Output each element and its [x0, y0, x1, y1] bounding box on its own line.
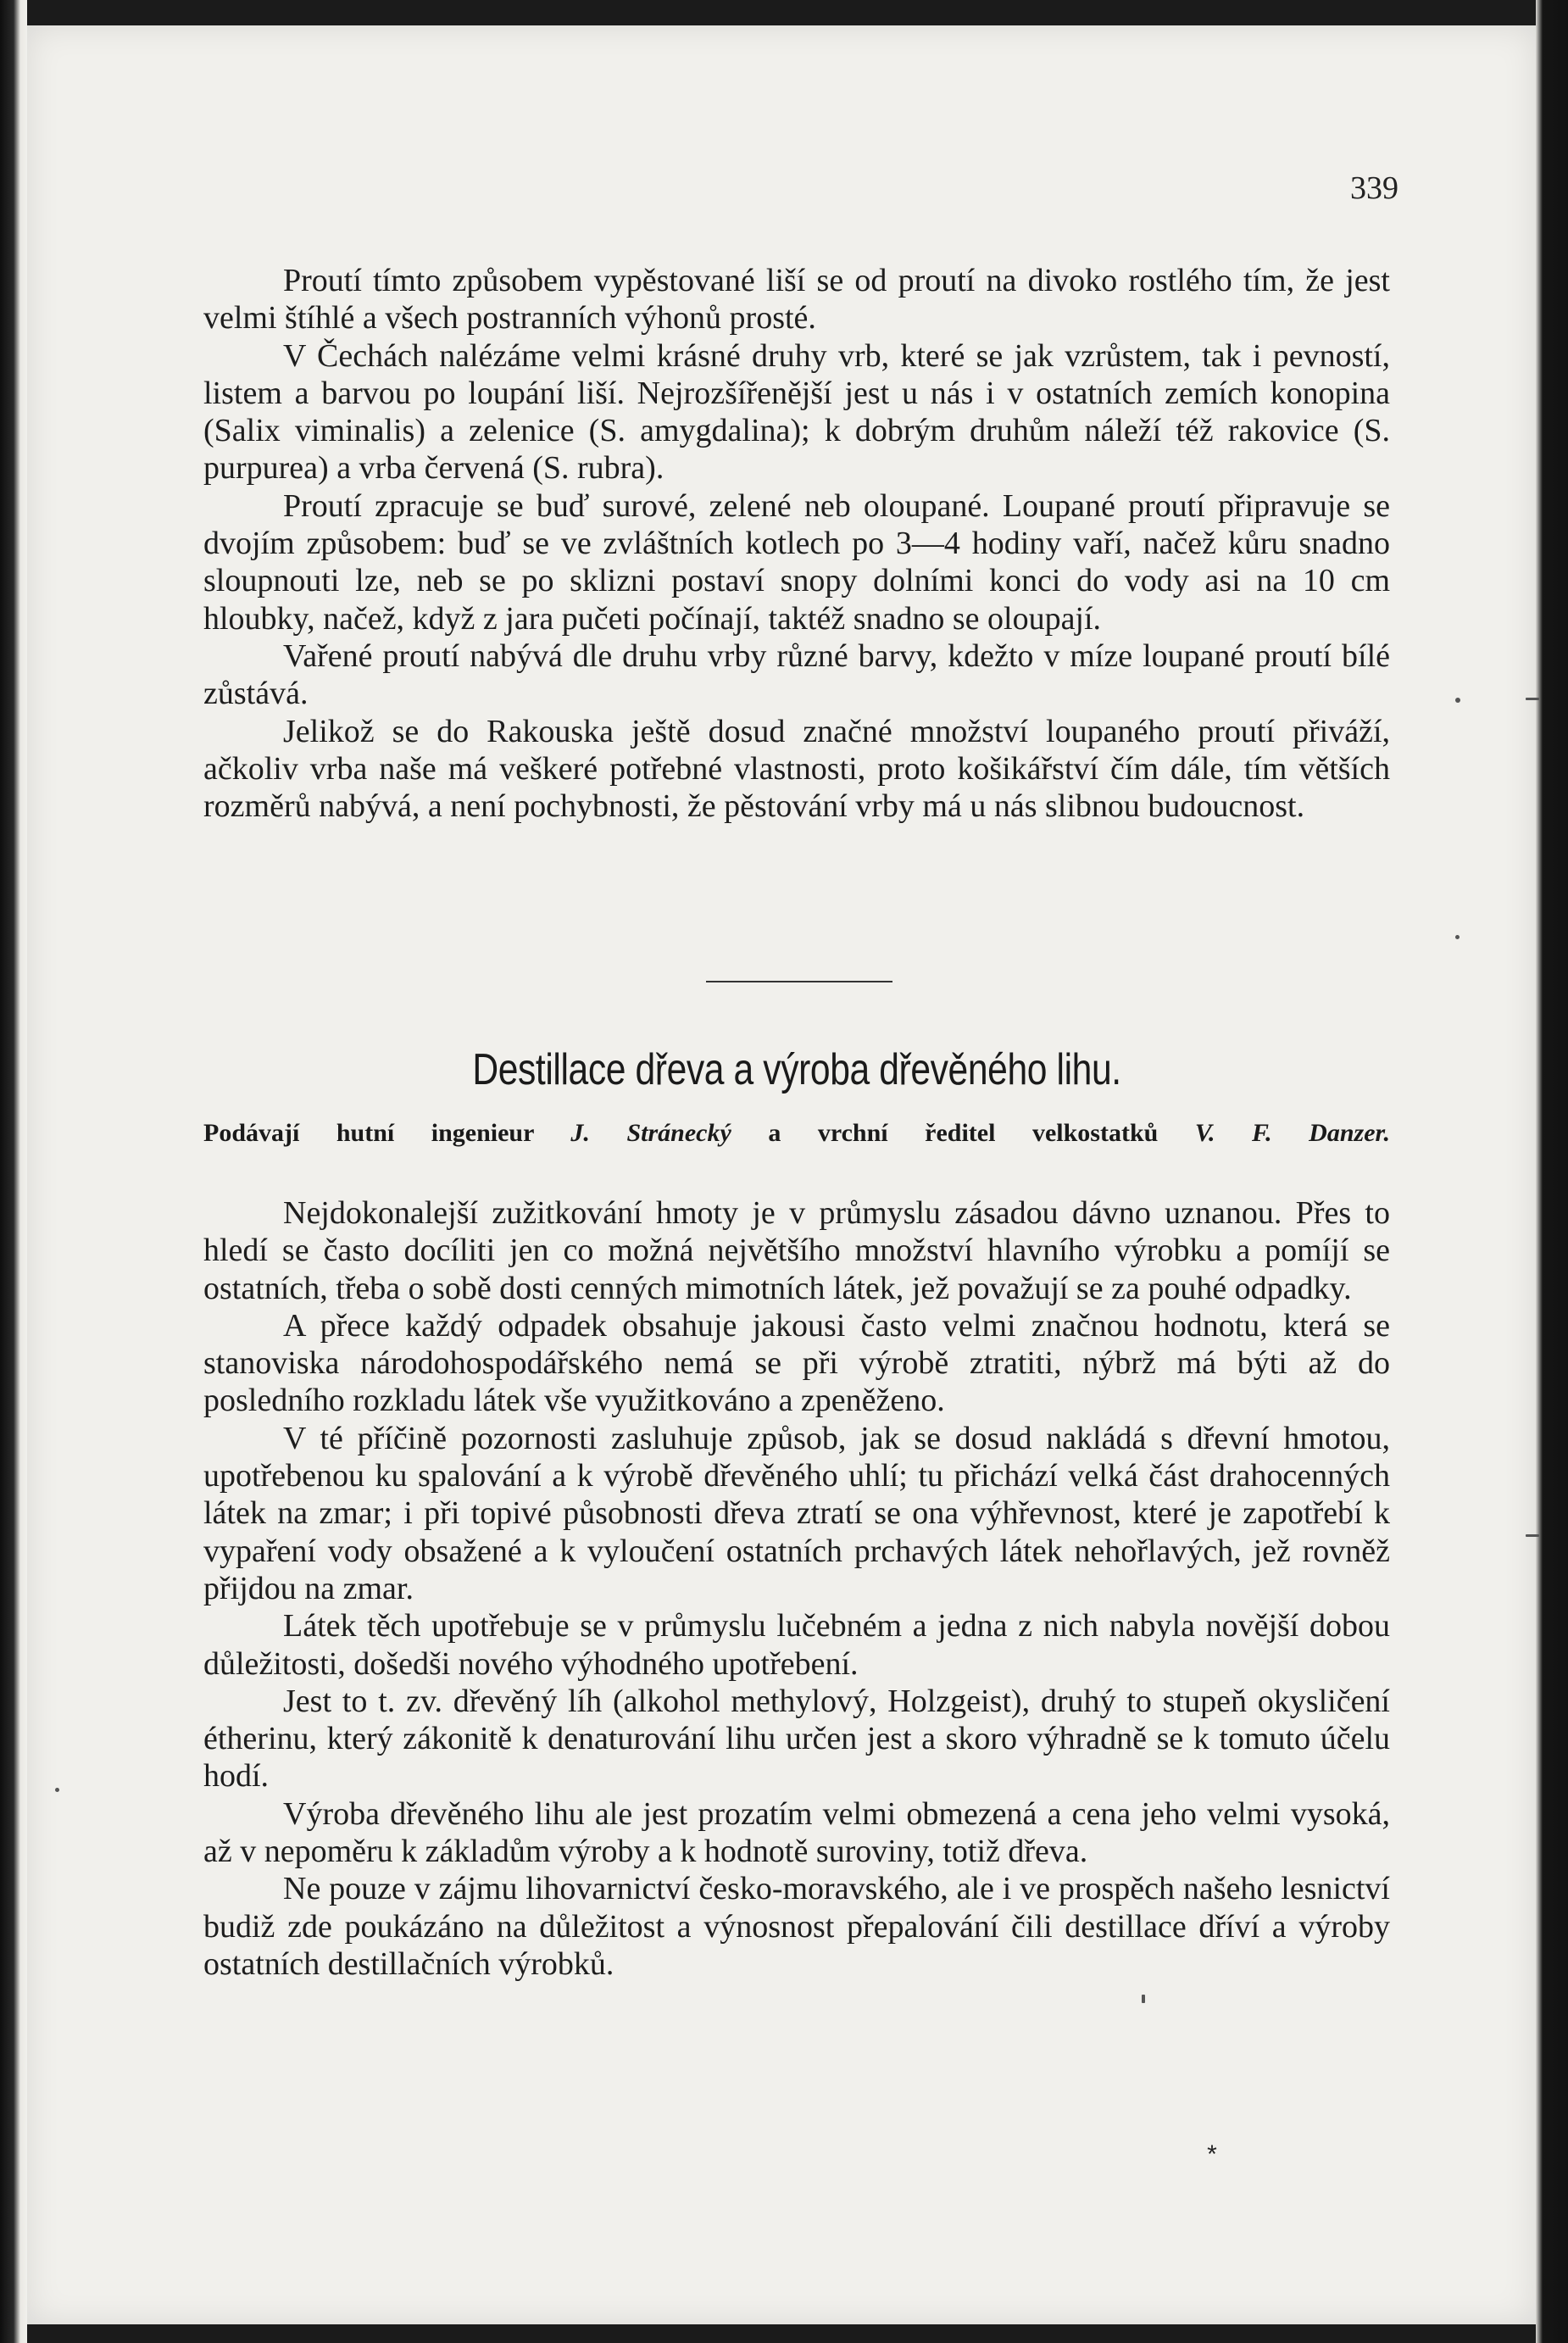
paragraph: Ne pouze v zájmu lihovarnictví česko-moravského, ale i ve prospěch našeho lesnictví budiž zde poukázáno na důležitost a výnosnost přepalování čili destillace dříví a výroby ostatních destillačních výrobků. [203, 1871, 1390, 1982]
scan-right-edge [1536, 0, 1568, 2343]
scan-speck [55, 1788, 59, 1792]
paragraph: V té příčině pozornosti zasluhuje způsob, jak se dosud nakládá s dřevní hmotou, upotřebenou ku spalování a k výrobě dřevěného uhlí; tu přichází velká část drahocenných látek na zmar; i při topivé působnosti dřeva ztratí se ona výhřevnost, které je zapotřebí k vypaření vody obsažené a k vyloučení ostatních prchavých látek nehořlavých, jež rovněž přijdou na zmar. [203, 1420, 1390, 1606]
scan-speck [1455, 698, 1460, 703]
paragraph: Nejdokonalejší zužitkování hmoty je v průmyslu zásadou dávno uznanou. Přes to hledí se často docíliti jen co možná největšího množství hlavního výrobku a pomíjí se ostatních, třeba o sobě dosti cenných mimotních látek, jež považují se za pouhé odpadky. [203, 1195, 1390, 1306]
section-divider [706, 981, 892, 982]
section-willow-text [203, 262, 1390, 825]
paragraph: Proutí zpracuje se buď surové, zelené neb oloupané. Loupané proutí připravuje se dvojím způsobem: buď se ve zvláštních kotlech po 3—4 hodiny vaří, načež kůru snadno sloupnouti lze, neb se po sklizni postaví snopy dolními konci do vody asi na 10 cm hloubky, načež, když z jara pučeti počínají, taktéž snadno se oloupají. [203, 487, 1390, 637]
byline-author-2: V. F. Danzer. [1194, 1119, 1391, 1147]
page-number: 339 [1350, 170, 1398, 206]
paragraph: Vařené proutí nabývá dle druhu vrby různé barvy, kdežto v míze loupané proutí bílé zůstává. [203, 637, 1390, 712]
scan-left-edge [0, 0, 27, 2343]
paragraph: Proutí tímto způsobem vypěstované liší se od proutí na divoko rostlého tím, že jest velmi štíhlé a všech postranních výhonů prosté. [203, 263, 1390, 337]
paragraph: Jelikož se do Rakouska ještě dosud značné množství loupaného proutí přiváží, ačkoliv vrba naše má veškeré potřebné vlastnosti, proto košikářství čím dále, tím větších rozměrů nabývá, a není pochybnosti, že pěstování vrby má u nás slibnou budoucnost. [203, 713, 1390, 825]
scan-speck [1142, 1995, 1145, 2003]
scan-speck [1455, 935, 1460, 939]
paragraph: A přece každý odpadek obsahuje jakousi často velmi značnou hodnotu, která se stanoviska národohospodářského nemá se při výrobě ztratiti, nýbrž má býti až do posledního rozkladu látek vše využitkováno a zpeněženo. [203, 1307, 1390, 1419]
byline-middle: a vrchní ředitel velkostatků [768, 1119, 1159, 1147]
scan-speck [1526, 698, 1539, 700]
byline-prefix: Podávají hutní ingenieur [203, 1119, 534, 1147]
paragraph: Jest to t. zv. dřevěný líh (alkohol methylový, Holzgeist), druhý to stupeň okysličení étherinu, který zákonitě k denaturování lihu určen jest a skoro výhradně se k tomuto účelu hodí. [203, 1683, 1390, 1795]
footer-mark: * [1207, 2140, 1217, 2168]
article-byline [203, 1119, 1390, 1148]
scan-speck [1526, 1534, 1539, 1537]
article-heading: Destillace dřeva a výroba dřevěného lihu. [472, 1045, 1121, 1094]
byline-author-1: J. Stránecký [570, 1119, 731, 1147]
paragraph: Výroba dřevěného lihu ale jest prozatím velmi obmezená a cena jeho velmi vysoká, až v nepoměru k základům výroby a k hodnotě suroviny, totiž dřeva. [203, 1795, 1390, 1870]
section-wood-distillation-text [203, 1194, 1390, 1983]
paragraph: V Čechách nalézáme velmi krásné druhy vrb, které se jak vzrůstem, tak i pevností, listem a barvou po loupání liší. Nejrozšířenější jest u nás i v ostatních zemích konopina (Salix viminalis) a zelenice (S. amygdalina); k dobrým druhům náleží též rakovice (S. purpurea) a vrba červená (S. rubra). [203, 337, 1390, 487]
paragraph: Látek těch upotřebuje se v průmyslu lučebném a jedna z nich nabyla novější dobou důležitosti, došedši nového výhodného upotřebení. [203, 1608, 1390, 1682]
